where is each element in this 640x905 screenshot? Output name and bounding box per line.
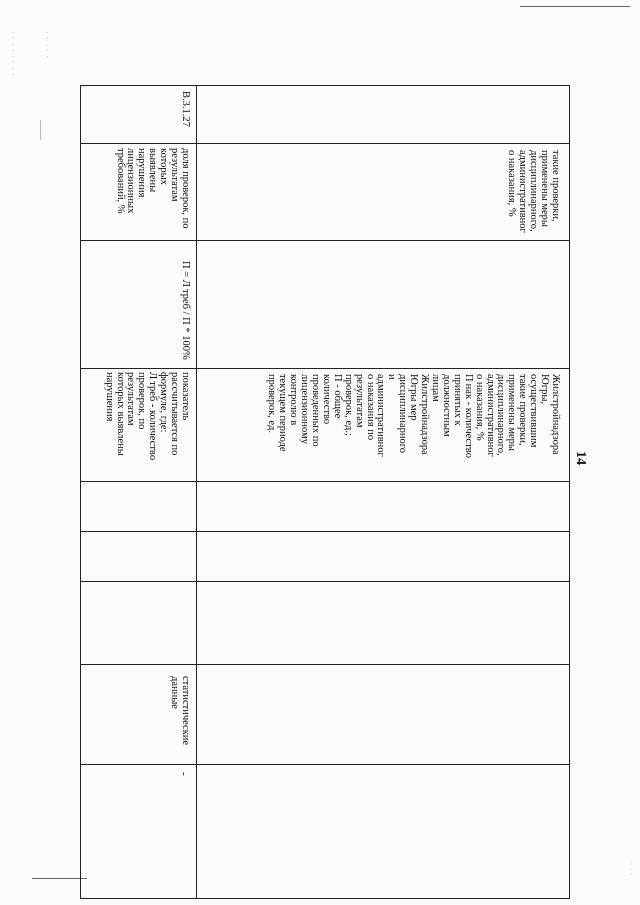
scan-dots-right: · · · [629,859,633,879]
data-source: статистические данные [169,676,191,746]
table [80,85,570,899]
scan-dots-left-2: · · · · · [45,29,49,61]
column-divider-8 [81,764,569,765]
indicator-formula: П = Л треб / П * 100% [180,261,191,360]
indicator-description-continued: Жилстройнадзора Югры, осуществившим такие проверки, применены меры дисциплинарного, административног о наказания, % П нак - количество принятых к должностным лицам Жилстройнадзора Югры мер дисциплинарного и административног о наказания по результатам проверок, ед.; П - общее количество проведенных по лицензионному контролю в текущем периоде проверок, ед. [266,374,561,458]
indicator-description: показатель рассчитывается по формуле, где: Л треб - количество проверок, по результатам которых выявлены нарушения [103,372,191,461]
scan-edge-bottom [32,878,87,879]
scan-edge-top [520,6,630,7]
page-number: 14 [573,451,588,465]
column-divider-3 [81,368,569,369]
dash-mark: - [178,772,190,776]
column-divider-1 [81,143,569,144]
indicator-name: доля проверок, по результатам которых выявлены нарушения лицензионных требований, % [114,148,191,229]
scan-dots-left: · · · · · · · · [11,29,15,79]
column-divider-6 [81,581,569,582]
column-divider-2 [81,240,569,241]
column-divider-7 [81,664,569,665]
column-divider-5 [81,531,569,532]
indicator-code: В.3.1.27 [180,91,191,127]
scan-edge-left [40,120,41,140]
indicator-name-continued: такие проверки, применены меры дисциплинарного, административног о наказания, % [506,150,561,233]
column-divider-4 [81,481,569,482]
row-divider [196,86,197,898]
